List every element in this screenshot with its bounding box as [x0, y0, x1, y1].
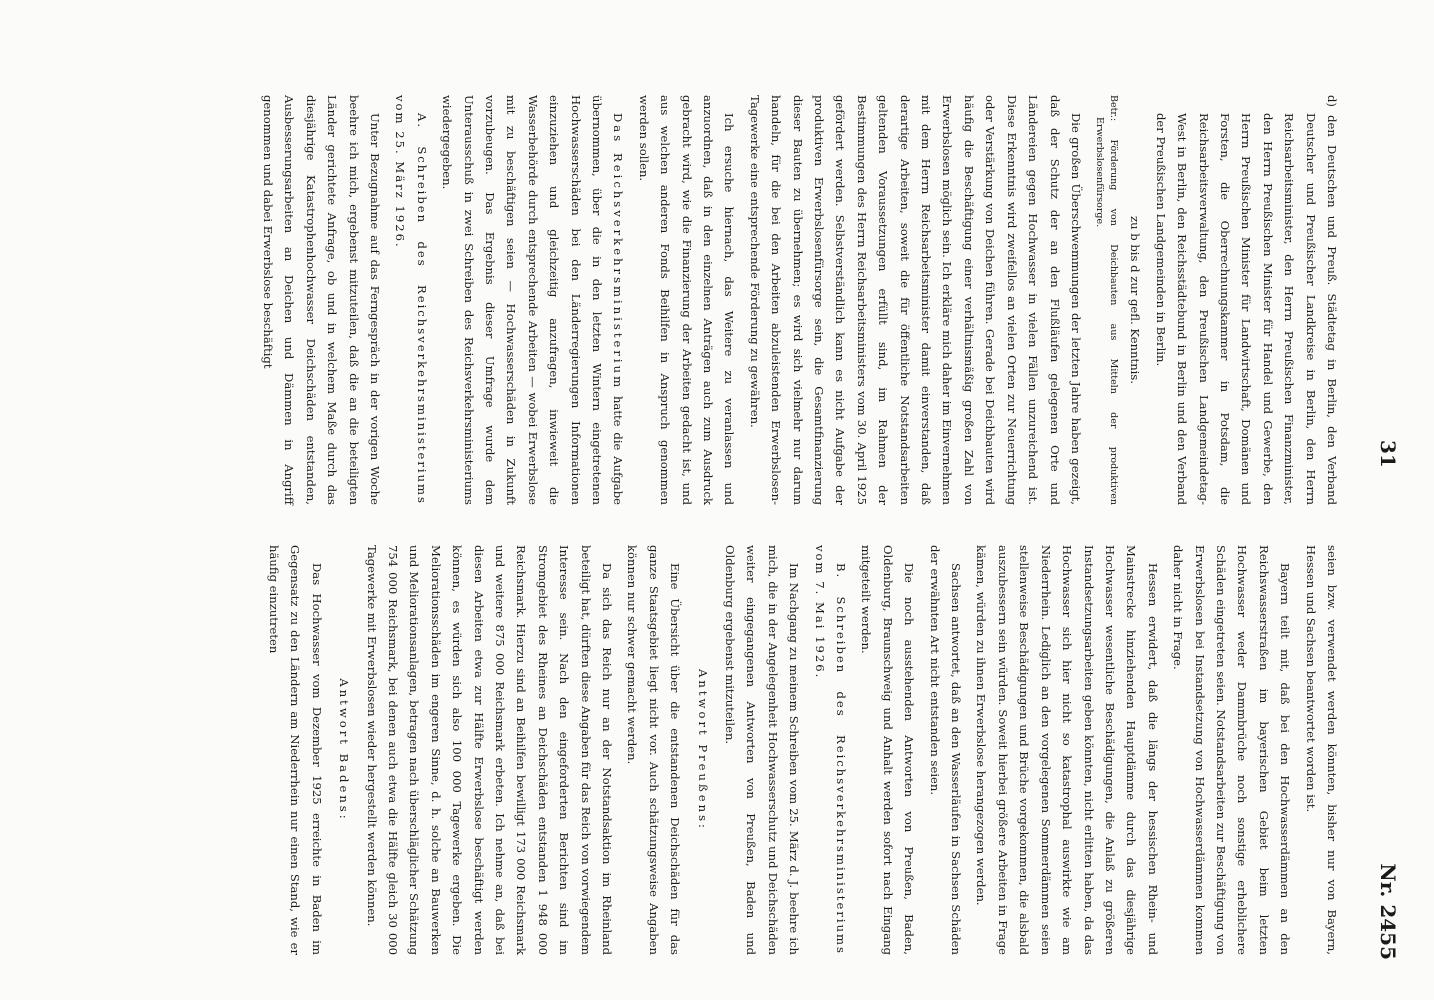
paragraph: Unter Bezugnahme auf das Ferngespräch in der vorigen Woche beehre ich mich, ergebenst mitzuteilen, daß die an die beteiligten Länder gerichtete Anfrage, ob und in welchem Maße durch das diesjährige Katastrophenhochwasser Deichschäden entstanden, Ausbesserungsarbeiten an Deichen und Dämmen in Angriff genommen und dabei Erwerbslose beschäftigt — [260, 95, 382, 505]
paragraph: Da sich das Reich nur an der Notstandsaktion im Rheinland beteiligt hat, dürften diese Angaben für das Reich von vorwiegendem Interesse sein. Nach den eingeforderten Berichten sind im Stromgebiet des Rheines an Deichschäden entstanden 1 948 000 Reichsmark. Hierzu sind an Beihilfen bewilligt 173 000 Reichsmark und weitere 875 000 Reichsmark erbeten. Ich nehme an, daß bei diesen Arbeiten etwa zur Hälfte Erwerbslose beschäftigt werden können, es würden sich also 100 000 Tagewerke ergeben. Die Meliorationsschäden im engeren Sinne, d. h. solche an Bauwerken und Meliorationsanlagen, betragen nach überschläglicher Schätzung 754 000 Reichsmark, bei denen auch etwa die Hälfte gleich 30 000 Tagewerke mit Erwerbslosen wieder hergestellt werden können. — [364, 545, 614, 955]
paragraph-text: hatte die Aufgabe übernommen, über die in den letzten Wintern eingetretenen Hochwasserschäden bei den Länderregierungen Informationen einzuziehen und gleichzeitig anzufragen, inwieweit die Wasserbehörde durch entsprechende Arbeiten — wobei Erwerbslose mit zu beschäftigen seien — Hochwasserschäden in Zukunft vorzubeugen. Das Ergebnis dieser Umfrage wurde dem Unterausschuß in zwei Schreiben des Reichsverkehrsministeriums wiedergegeben. — [440, 95, 626, 506]
paragraph: Hessen erwidert, daß die längs der hessischen Rhein- und Mainstrecke hinziehenden Hauptdämme durch das diesjährige Hochwasser wesentliche Beschädigungen, die Anlaß zu größeren Instandsetzungsarbeiten geben könnten, nicht erlitten haben, da das Hochwasser sich hier nicht so katastrophal auswirkte wie am Niederrhein. Lediglich an den vorgelegenen Sommerdämmen seien stellenweise Beschädigungen und Brüche vorgekommen, die alsbald auszubessern sein würden. Soweit hierbei größere Arbeiten in Frage kämen, würden zu ihnen Erwerbslose herangezogen werden. — [974, 545, 1160, 955]
document-number: Nr. 2455 — [1376, 863, 1400, 960]
list-item-d: d) den Deutschen und Preuß. Städtetag in Berlin, den Verband Deutscher und Preußischer Landkreise in Berlin, den Herrn Reichsarbeitsminister, den Herrn Preußischen Finanzminister, den Herrn Preußischen Minister für Handel und Gewerbe, den Herrn Preußischen Minister für Landwirtschaft, Domänen und Forsten, die Oberrechnungskammer in Potsdam, die Reichsarbeitsverwaltung, den Preußischen Landgemeindetag-West in Berlin, den Reichsstädtebund in Berlin und den Verband der Preußischen Landgemeinden in Berlin. — [1153, 95, 1339, 505]
ministry-name: Das Reichsverkehrsministerium — [611, 113, 626, 391]
paragraph: Die großen Überschwemmungen der letzten Jahre haben gezeigt, daß der Schutz der an den Flußläufen gelegenen Orte und Ländereien gegen Hochwasser in vielen Fällen unzureichend ist. Diese Erkenntnis wird zweifellos an vielen Orten zur Neuerrichtung oder Verstärkung von Deichen führen. Gerade bei Deichbauten wird häufig die Beschäftigung einer verhältnismäßig großen Zahl von Erwerbslosen möglich sein. Ich erkläre mich daher im Einvernehmen mit dem Herrn Reichsarbeitsminister damit einverstanden, daß derartige Arbeiten, soweit die für öffentliche Notstandsarbeiten geltenden Voraussetzungen erfüllt sind, im Rahmen der Bestimmungen des Herrn Reichsarbeitsministers vom 30. April 1925 gefördert werden. Selbstverständlich kann es nicht Aufgabe der produktiven Erwerbslosenfürsorge sein, die Gesamtfinanzierung dieser Bauten zu übernehmen; es wird sich vielmehr nur darum handeln, für die bei den Arbeiten abzuleistenden Erwerbslosen-Tagewerke eine entsprechende Förderung zu gewähren. — [747, 95, 1083, 505]
paragraph: seien bzw. verwendet werden könnten, bisher nur von Bayern, Hessen und Sachsen beantwortet worden ist. — [1303, 545, 1339, 955]
paragraph: Bayern teilt mit, daß bei den Hochwasserdämmen an den Reichswasserstraßen im bayerischen Gebiet beim letzten Hochwasser weder Dammbrüche noch sonstige erheblichere Schäden eingetreten seien. Notstandsarbeiten zur Beschäftigung von Erwerbslosen bei Instandsetzung von Hochwasserdämmen kommen daher nicht in Frage. — [1171, 545, 1293, 955]
section-heading-b: B. Schreiben des Reichsverkehrsministeriums vom 7. Mai 1926. — [812, 545, 849, 955]
answer-heading-prussia: Antwort Preußens: — [695, 669, 710, 831]
paragraph: Im Nachgang zu meinem Schreiben vom 25. März d. J. beehre ich mich, die in der Angelegenheit Hochwasserschutz und Deichschäden weiter eingegangenen Antworten von Preußen, Baden und Oldenburg ergebenst mitzuteilen. — [723, 545, 802, 955]
subject-line: Betr.: Förderung von Deichbauten aus Mitteln der produktiven Erwerbslosenfürsorge. — [1093, 95, 1119, 505]
paragraph — [436, 95, 629, 505]
paragraph: Eine Übersicht über die entstandenen Deichschäden für das ganze Staatsgebiet liegt nicht vor. Auch schätzungsweise Angaben können nur schwer gemacht werden. — [625, 545, 683, 955]
section-heading-a: A. Schreiben des Reichsverkehrsministeriums vom 25. März 1926. — [393, 95, 429, 505]
answer-heading-baden: Antwort Badens: — [337, 678, 352, 822]
paragraph: Sachsen antwortet, daß an den Wasserläufen in Sachsen Schäden der erwähnten Art nicht entstanden seien. — [927, 545, 964, 955]
page-number: 31 — [1376, 440, 1400, 468]
paragraph: Ich ersuche hiernach, das Weitere zu veranlassen und anzuordnen, daß in den einzelnen Anträgen auch zum Ausdruck gebracht wird, wie die Finanzierung der Arbeiten gedacht ist, und aus welchen anderen Fonds Beihilfen in Anspruch genommen werden sollen. — [636, 95, 737, 505]
distribution-note: zu b bis d zur gefl. Kenntnis. — [1128, 215, 1143, 385]
right-column — [259, 545, 1343, 955]
left-column — [253, 95, 1343, 505]
paragraph: Die noch ausstehenden Antworten von Preußen, Baden, Oldenburg, Braunschweig und Anhalt werden sofort nach Eingang mitgeteilt werden. — [859, 545, 917, 955]
page-header — [1368, 60, 1398, 960]
paragraph: Das Hochwasser vom Dezember 1925 erreichte in Baden im Gegensatz zu den Ländern am Niederrhein nur einen Stand, wie er häufig einzutreten — [266, 545, 324, 955]
